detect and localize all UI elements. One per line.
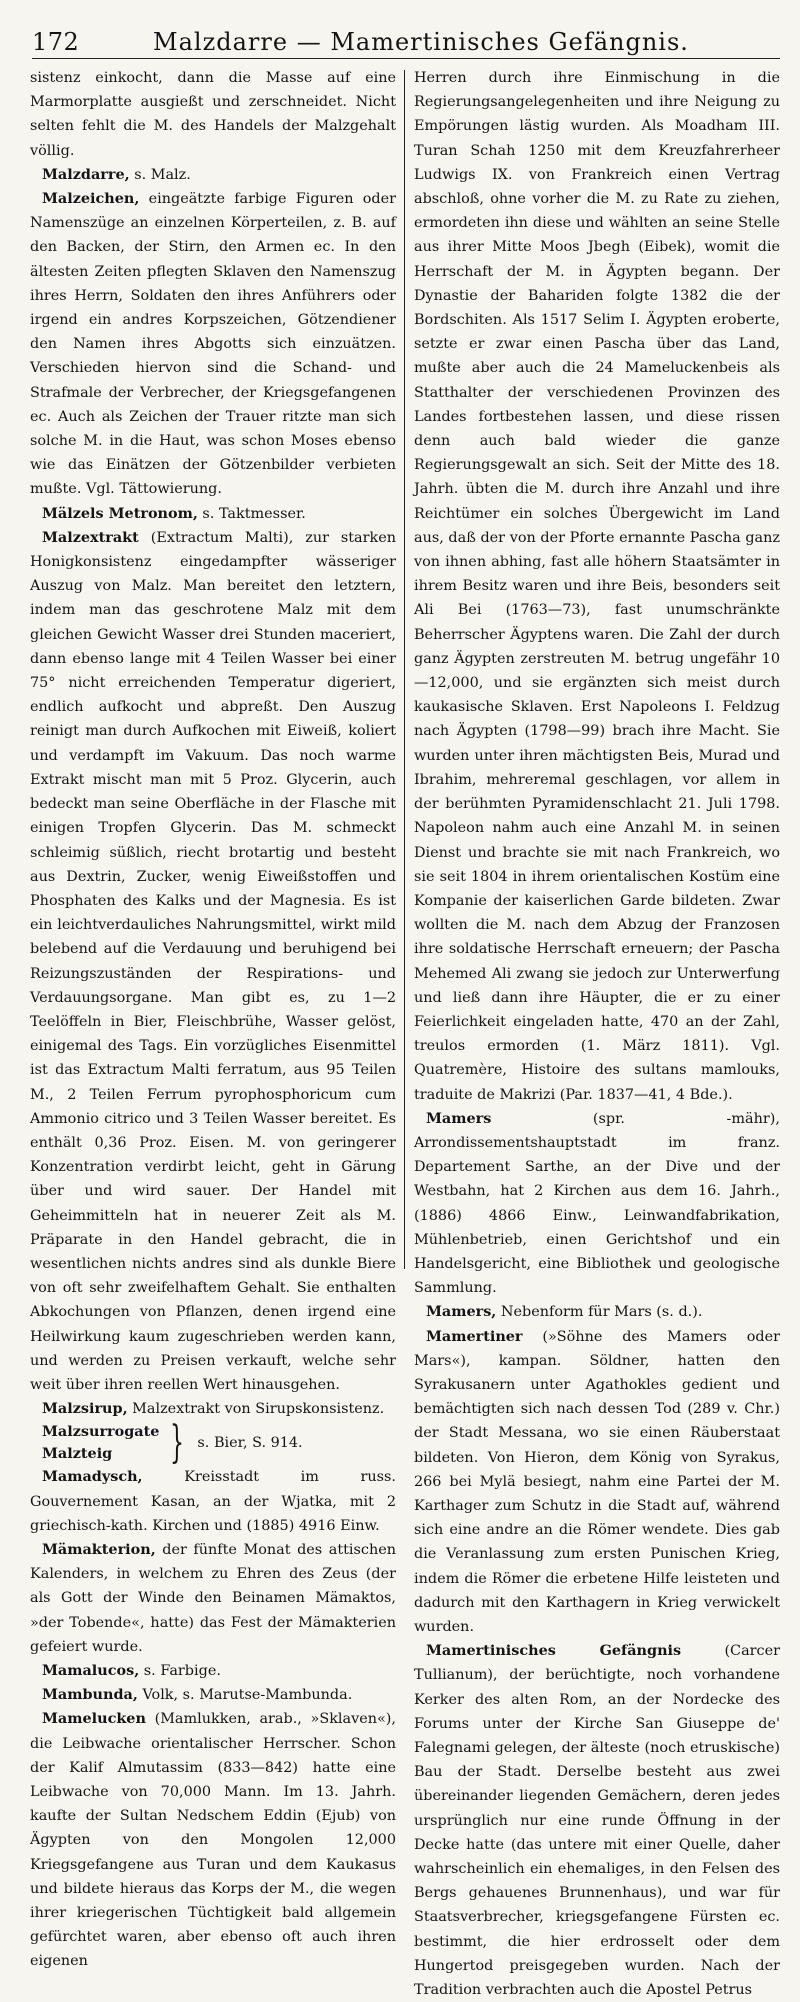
entry bbox=[30, 526, 396, 1397]
entry-body: (Carcer Tullianum), der berüchtigte, noch vorhandene Kerker des alten Rom, an der Nordecke des Forums unter der Kirche San Giuseppe de' Falegnami gelegen, der älteste (noch etruskische) Bau der Stadt. Derselbe besteht aus zwei übereinander liegenden Gemächern, deren jedes ursprünglich nur eine runde Öffnung in der Decke hatte (das untere mit einer Quelle, daher wahrscheinlich ein ehemaliges, in den Felsen des Bergs gehauenes Brunnenhaus), und war für Staatsverbrecher, kriegsgefangene Fürsten ec. bestimmt, die hier erdrosselt oder dem Hungertod preisgegeben wurden. Nach der Tradition verbrachten auch die Apostel Petrus bbox=[413, 1643, 780, 1999]
entry-headword: Mamadysch, bbox=[42, 1468, 143, 1486]
entry bbox=[30, 1538, 396, 1659]
entry-body: s. Taktmesser. bbox=[202, 505, 306, 522]
entry-headword: Malzdarre, bbox=[42, 165, 130, 183]
entry-body: Herren durch ihre Einmischung in die Regierungsangelegenheiten und ihre Neigung zu Empörungen lästig wurden. Als Moadham III. Turan Schah 1250 mit dem Kreuzfahrerheer Ludwigs IX. von Frankreich einen Vertrag abschloß, ohne vorher die M. zu Rate zu ziehen, ermordeten ihn diese und wählten an seine Stelle aus ihrer Mitte Moos Jbegh (Eibek), womit die Herrschaft der M. in Ägypten begann. Der Dynastie der Bahariden folgte 1382 die der Bordschiten. Als 1517 Selim I. Ägypten eroberte, setzte er zwar einen Pascha über das Land, mußte aber auch die 24 Mameluckenbeis als Statthalter der verschiedenen Provinzen des Landes fortbestehen lassen, und diese rissen denn auch bald wieder die ganze Regierungsgewalt an sich. Seit der Mitte des 18. Jahrh. übten die M. durch ihre Anzahl und ihre Reichtümer ein solches Übergewicht im Land aus, daß der von der Pforte ernannte Pascha ganz von ihnen abhing, fast alle höhern Staatsämter in ihrem Besitz waren und ihre Beis, besonders seit Ali Bei (1763—73), fast unumschränkte Beherrscher Ägyptens waren. Die Zahl der durch ganz Ägypten zerstreuten M. betrug ungefähr 10—12,000, und sie ergänzten sich meist durch kaukasische Sklaven. Erst Napoleons I. Feldzug nach Ägypten (1798—99) brach ihre Macht. Sie wurden unter ihren mächtigsten Beis, Murad und Ibrahim, mehreremal geschlagen, vor allem in der berühmten Pyramidenschlacht 21. Juli 1798. Napoleon nahm auch eine Anzahl M. in seinen Dienst und brachte sie mit nach Frankreich, wo sie seit 1804 in ihrem orientalischen Kostüm eine Kompanie der kaiserlichen Garde bildeten. Zwar wollten die M. nach dem Abzug der Franzosen ihre soldatische Herrschaft erneuern; der Pascha Mehemed Ali zwang sie jedoch zur Unterwerfung und ließ dann ihre Häupter, die er zu einer Feierlichkeit eingeladen hatte, 470 an der Zahl, treulos ermorden (1. März 1811). Vgl. Quatremère, Histoire des sultans mamlouks, traduite de Makrizi (Par. 1837—41, 4 Bde.). bbox=[413, 70, 780, 1103]
entry-headword: Malzsurrogate bbox=[42, 1423, 160, 1441]
entry-body: Kreisstadt im russ. Gouvernement Kasan, an der Wjatka, mit 2 griechisch-kath. Kirchen und (1885) 4916 Einw. bbox=[30, 1469, 397, 1534]
entry-body: s. Bier, S. 914. bbox=[197, 1435, 303, 1452]
running-title: Malzdarre — Mamertinisches Gefängnis. bbox=[153, 28, 689, 56]
entry-headword: Mamers, bbox=[425, 1303, 497, 1321]
entry-body: sistenz einkocht, dann die Masse auf eine Marmorplatte ausgießt und zerschneidet. Nicht selten fehlt die M. des Handels der Malzgehalt völlig. bbox=[30, 70, 396, 159]
entry-body: s. Farbige. bbox=[143, 1663, 221, 1679]
bracketed-entry bbox=[30, 1417, 396, 1469]
column-divider bbox=[404, 70, 405, 1269]
entry-body: Nebenform für Mars (s. d.). bbox=[500, 1304, 703, 1321]
entry-headword: Malzteig bbox=[42, 1445, 113, 1463]
bracket-headwords bbox=[30, 1421, 159, 1465]
entry bbox=[414, 1107, 780, 1301]
entry-headword: Malzsirup, bbox=[42, 1400, 128, 1418]
entry-body: (»Söhne des Mamers oder Mars«), kampan. Söldner, hatten den Syrakusanern unter Agathokles gedient und bemächtigten sich nach dessen Tod (289 v. Chr.) der Stadt Messana, wo sie einen Räuberstaat bildeten. Von Hieron, dem König von Syrakus, 266 bei Mylä besiegt, nahm eine Partei der M. Karthager zum Schutz in die Stadt auf, während sich eine andre an die Römer wendete. Dies gab die Veranlassung zum ersten Punischen Krieg, indem die Römer die erbetene Hilfe leisteten und dadurch mit den Karthagern in Krieg verwickelt wurden. bbox=[413, 1328, 780, 1635]
entry-headword: Mälzels Metronom, bbox=[42, 504, 198, 522]
page-number: 172 bbox=[32, 28, 80, 56]
right-column bbox=[408, 66, 780, 1999]
entry bbox=[30, 1397, 396, 1421]
entry bbox=[414, 1300, 780, 1324]
entry-body: s. Malz. bbox=[134, 166, 191, 183]
entry-continuation bbox=[414, 66, 780, 1107]
entry bbox=[414, 1639, 780, 2002]
entry-headword: Mamertinisches Gefängnis bbox=[425, 1642, 682, 1660]
entry bbox=[30, 187, 396, 502]
entry bbox=[30, 502, 396, 526]
entry-headword: Mamertiner bbox=[425, 1327, 523, 1345]
entry bbox=[30, 1683, 396, 1707]
entry-body: (spr. -mähr), Arrondissementshauptstadt im franz. Departement Sarthe, an der Dive und der Westbahn, hat 2 Kirchen aus dem 16. Jahrh., (1886) 4866 Einw., Leinwandfabrikation, Mühlenbetrieb, einen Gerichtshof und ein Handelsgericht, eine Bibliothek und geologische Sammlung. bbox=[413, 1110, 780, 1297]
entry-body: eingeätzte farbige Figuren oder Namenszüge an einzelnen Körperteilen, z. B. auf den Backen, der Stirn, den Armen ec. In den ältesten Zeiten pflegten Sklaven den Namenszug ihres Herrn, Soldaten den ihres Anführers oder irgend ein andres Korpszeichen, Götzendiener den Namen ihres Abgotts sich einzuätzen. Verschieden hiervon sind die Schand- und Strafmale der Verbrecher, der Kriegsgefangenen ec. Auch als Zeichen der Trauer ritzte man sich solche M. in die Haut, was schon Moses ebenso wie das Einätzen der Götzenbilder verbieten mußte. Vgl. Tättowierung. bbox=[30, 191, 396, 498]
curly-brace-icon: } bbox=[170, 1417, 185, 1469]
entry bbox=[30, 1659, 396, 1683]
entry-body: der fünfte Monat des attischen Kalenders, in welchem zu Ehren des Zeus (der als Gott der Winde den Beinamen Mämaktos, »der Tobende«, hatte) das Fest der Mämakterien gefeiert wurde. bbox=[30, 1541, 396, 1655]
entry-continuation bbox=[30, 66, 396, 163]
entry-body: Volk, s. Marutse-Mambunda. bbox=[142, 1687, 353, 1704]
entry-headword: Mämakterion, bbox=[42, 1540, 156, 1558]
entry-headword: Mamalucos, bbox=[42, 1662, 140, 1679]
text-columns bbox=[30, 66, 780, 1999]
entry bbox=[30, 1707, 396, 1973]
entry-body: (Mamlukken, arab., »Sklaven«), die Leibwache orientalischer Herrscher. Schon der Kalif Almutassim (833—842) hatte eine Leibwache von 70,000 Mann. Im 13. Jahrh. kaufte der Sultan Nedschem Eddin (Ejub) von Ägypten von den Mongolen 12,000 Kriegsgefangene aus Turan und dem Kaukasus und bildete hieraus das Korps der M., die wegen ihrer kriegerischen Tüchtigkeit bald allgemein gefürchtet waren, aber ebenso oft auch ihren eigenen bbox=[30, 1711, 396, 1970]
left-column bbox=[30, 66, 401, 1970]
entry-headword: Mambunda, bbox=[42, 1686, 138, 1704]
entry-headword: Mamelucken bbox=[42, 1710, 146, 1728]
entry-body: Malzextrakt von Sirupskonsistenz. bbox=[132, 1401, 385, 1418]
entry-body: (Extractum Malti), zur starken Honigkonsistenz eingedampfter wässeriger Auszug von Malz. Man bereitet den letztern, indem man das geschrotene Malz mit dem gleichen Gewicht Wasser drei Stunden maceriert, dann ebenso lange mit 4 Teilen Wasser bei einer 75° nicht erreichenden Temperatur digeriert, endlich aufkocht und abpreßt. Den Auszug reinigt man durch Aufkochen mit Eiweiß, koliert und verdampft im Vakuum. Das noch warme Extrakt mischt man mit 5 Proz. Glycerin, auch bedeckt man seine Oberfläche in der Flasche mit einigen Tropfen Glycerin. Das M. schmeckt schleimig süßlich, riecht brotartig und besteht aus Dextrin, Zucker, wenig Eiweißstoffen und Phosphaten des Kalks und der Magnesia. Es ist ein leichtverdauliches Nahrungsmittel, wirkt mild belebend auf die Verdauung und beruhigend bei Reizungszuständen der Respirations- und Verdauungsorgane. Man gibt es, zu 1—2 Teelöffeln in Bier, Fleischbrühe, Wasser gelöst, einigemal des Tags. Ein vorzügliches Eisenmittel ist das Extractum Malti ferratum, aus 95 Teilen M., 2 Teilen Ferrum pyrophosphoricum cum Ammonio citrico und 3 Teilen Wasser bereitet. Es enthält 0,36 Proz. Eisen. M. von geringerer Konzentration verdirbt leicht, geht in Gärung über und wird sauer. Der Handel mit Geheimmitteln hat in neuerer Zeit als M. Präparate in den Handel gebracht, die in wesentlichen nichts andres sind als dunkle Biere von oft sehr zweifelhaftem Gehalt. Sie enthalten Abkochungen von Pflanzen, denen irgend eine Heilwirkung kaum zugeschrieben werden kann, und werden zu Preisen verkauft, welche sehr weit über ihren reellen Wert hinausgehen. bbox=[30, 529, 396, 1393]
entry bbox=[30, 163, 396, 187]
page-header bbox=[32, 22, 780, 59]
entry-headword: Malzextrakt bbox=[42, 528, 139, 546]
entry bbox=[414, 1325, 780, 1640]
entry bbox=[30, 1465, 396, 1538]
entry-headword: Mamers bbox=[425, 1109, 492, 1127]
entry-headword: Malzeichen, bbox=[42, 190, 140, 208]
